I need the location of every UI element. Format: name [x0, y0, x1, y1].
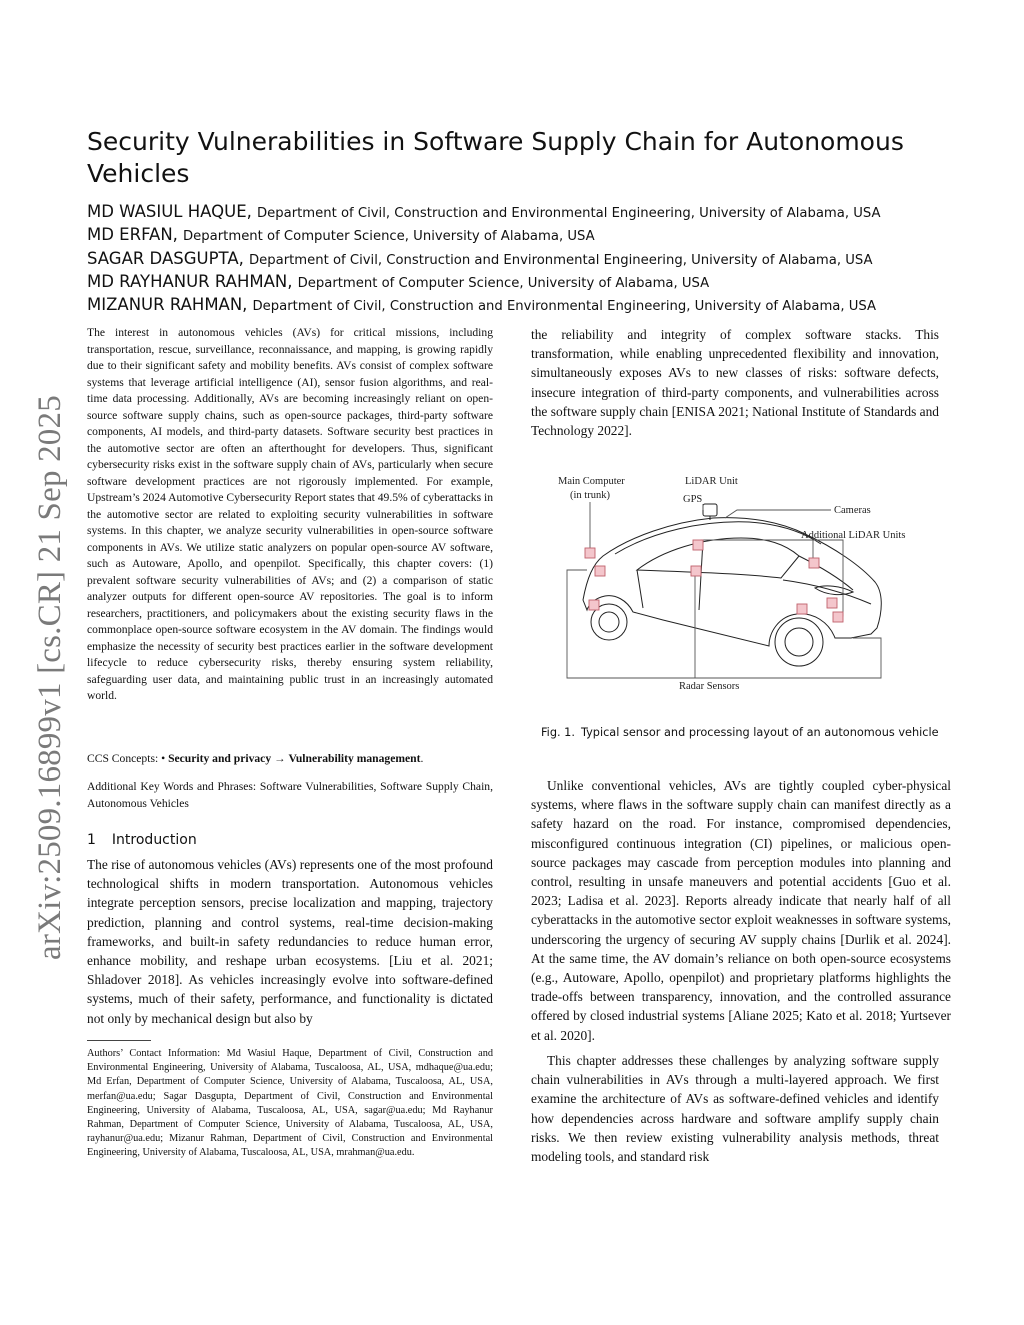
sensor-side-camera	[691, 566, 701, 576]
figure-label: Fig. 1.	[541, 726, 575, 739]
author-affiliation: Department of Computer Science, University of Alabama, USA	[297, 275, 710, 291]
label-radar-sensors: Radar Sensors	[679, 681, 740, 692]
label-additional-lidar: Additional LiDAR Units	[801, 530, 906, 541]
footnote-rule	[87, 1040, 151, 1041]
author-affiliation: Department of Civil, Construction and Environmental Engineering, University of Alabama, USA	[256, 206, 881, 221]
abstract: The interest in autonomous vehicles (AVs) for critical missions, including transportation, rescue, surveillance, reconnaissance, and mapping, is growing rapidly due to their significant safety and mobility benefits. AVs consist of complex software systems that leverage artificial intelligence (AI), sensor fusion algorithms, and real-time data processing. Additionally, AVs are becoming increasingly reliant on open-source software supply chains, such as open-source packages, third-party software components, AI models, and third-party datasets. Software security best practices in the automotive sector are often an afterthought for developers. Thus, significant cybersecurity risks exist in the software supply chain of AVs, particularly when secure software development practices are not rigorously implemented. For example, Upstream’s 2024 Automotive Cybersecurity Report states that 49.5% of cyberattacks in the automotive sector are related to exploiting security vulnerabilities in software systems. In this chapter, we analyze security vulnerabilities in open-source software components in AVs. We utilize static analyzers on popular open-source AV software, such as Autoware, Apollo, and openpilot. Specifically, this chapter covers: (1) prevalent software security vulnerabilities of AVs; and (2) a comparison of static analyzer outputs for different open-source AV repositories. The goal is to inform researchers, practitioners, and policymakers about the existing security flaws in the commonplace open-source software ecosystem in the AV domain. The findings would emphasize the necessity of security best practices earlier in the software development lifecycle to reduce cybersecurity risks, thereby ensuring system reliability, safeguarding user data, and maintaining public trust in an increasingly automated world.	[87, 326, 494, 702]
keywords: Additional Key Words and Phrases: Software Vulnerabilities, Software Supply Chain, Autonomous Vehicles	[87, 780, 493, 810]
sensor-rear-radar	[595, 566, 605, 576]
author-affiliation: Department of Civil, Construction and Environmental Engineering, University of Alabama, USA	[252, 299, 877, 315]
author-entry	[87, 200, 967, 223]
label-cameras: Cameras	[834, 505, 871, 516]
author-name: MD ERFAN,	[87, 225, 178, 245]
sensor-front-lidar	[809, 558, 819, 568]
author-name: MD WASIUL HAQUE,	[87, 202, 252, 221]
ccs-bullet: •	[161, 752, 166, 765]
author-name: MD RAYHANUR RAHMAN,	[87, 271, 293, 291]
rear-wheel-hub	[599, 612, 619, 632]
car-windshield-line	[799, 556, 853, 590]
label-gps: GPS	[683, 494, 703, 505]
sensor-markers	[585, 540, 843, 622]
figure-caption	[541, 726, 941, 739]
front-wheel-hub	[785, 628, 813, 656]
intro-paragraph-1-continued: the reliability and integrity of complex software stacks. This transformation, while enabling unprecedented flexibility and innovation, simultaneously exposes AVs to new classes of risks: software defects, insecure integration of third-party components, and vulnerabilities across the software supply chain [ENISA 2021; National Institute of Standards and Technology 2022].	[531, 327, 939, 439]
author-affiliation: Department of Civil, Construction and Environmental Engineering, University of Alabama, USA	[248, 252, 873, 268]
ccs-concept: Security and privacy	[168, 752, 272, 765]
vehicle-sensor-diagram	[553, 470, 925, 698]
author-entry	[87, 223, 967, 246]
front-wheel	[775, 618, 823, 666]
intro-paragraph-3: This chapter addresses these challenges by analyzing software supply chain vulnerabilities in AVs through a multi-layered approach. We first examine the architecture of AVs as software-defined vehicles and identify how dependencies across hardware and software amplify supply chain risks. We then review existing vulnerability analysis methods, threat modeling tools, and standard risk	[531, 1053, 939, 1165]
intro-paragraph-1: The rise of autonomous vehicles (AVs) represents one of the most profound technological shifts in modern transportation. Autonomous vehicles integrate perception sensors, precise localization and mapping, trajectory prediction, planning and control systems, real-time decision-making frameworks, and built-in safety redundancies to reduce human error, enhance mobility, and reshape urban ecosystems. [Liu et al. 2021; Shladover 2018]. As vehicles increasingly evolve into software-defined systems, much of their safety, performance, and functionality is dictated not only by mechanical design but also by	[87, 857, 493, 1026]
sensor-wheel-radar	[797, 604, 807, 614]
paper-title: Security Vulnerabilities in Software Supply Chain for Autonomous Vehicles	[87, 127, 904, 188]
intro-paragraph-2: Unlike conventional vehicles, AVs are tightly coupled cyber-physical systems, where flaws in the software supply chain can manifest directly as a safety hazard on the road. For instance, compromised dependencies, misconfigured continuous integration (CI) pipelines, or malicious open-source packages may cascade from perception modules into planning and control, resulting in unsafe maneuvers and potential accidents [Guo et al. 2023; Ladisa et al. 2023]. Reports already indicate that nearly half of all cyberattacks in the automotive sector exploit weaknesses in software systems, underscoring the urgency of securing AV supply chains [Durlik et al. 2024]. At the same time, the AV domain’s reliance on both open-source ecosystems (e.g., Autoware, Apollo, openpilot) and proprietary platforms highlights the trade-offs between transparency, innovation, and the controlled assurance offered by closed industrial systems [Aliane 2025; Kato et al. 2018; Yurtsever et al. 2020].	[531, 778, 951, 1043]
ccs-concepts	[87, 751, 493, 767]
lidar-units-callout	[701, 540, 815, 562]
sensor-bumper-radar	[833, 612, 843, 622]
author-name: SAGAR DASGUPTA,	[87, 248, 244, 268]
sensor-main-computer	[585, 548, 595, 558]
ccs-subconcept: Vulnerability management	[288, 752, 421, 765]
lidar-housing	[703, 504, 717, 516]
author-contact-footnote: Authors’ Contact Information: Md Wasiul Haque, Department of Civil, Construction and Environmental Engineering, University of Alabama, Tuscaloosa, AL, USA, mdhaque@ua.edu; Md Erfan, Department of Computer Science, University of Alabama, Tuscaloosa, AL, USA, merfan@ua.edu; Sagar Dasgupta, Department of Civil, Construction and Environmental Engineering, University of Alabama, Tuscaloosa, AL, USA, sagar@ua.edu; Md Rayhanur Rahman, Department of Computer Science, University of Alabama, Tuscaloosa, AL, USA, rayhanur@ua.edu; Mizanur Rahman, Department of Civil, Construction and Environmental Engineering, University of Alabama, Tuscaloosa, AL, USA, mrahman@ua.edu.	[87, 1048, 493, 1159]
callout-lines	[567, 502, 881, 678]
ccs-arrow: →	[274, 752, 286, 765]
author-entry	[87, 293, 967, 316]
author-list	[87, 200, 967, 316]
section-heading-introduction	[87, 832, 197, 848]
author-entry	[87, 247, 967, 270]
figure-1	[553, 470, 925, 698]
label-main-computer-trunk: (in trunk)	[570, 490, 610, 501]
author-name: MIZANUR RAHMAN,	[87, 295, 248, 315]
section-number: 1	[87, 832, 96, 848]
sensor-rear-wheel	[589, 600, 599, 610]
ccs-label: CCS Concepts:	[87, 752, 159, 765]
author-entry	[87, 270, 967, 293]
cameras-callout	[725, 510, 831, 518]
ccs-end: .	[420, 752, 424, 765]
car-window-line	[637, 538, 799, 578]
figure-caption-text: Typical sensor and processing layout of an autonomous vehicle	[580, 726, 939, 739]
sensor-mirror-camera	[693, 540, 703, 550]
arxiv-identifier-stamp: arXiv:2509.16899v1 [cs.CR] 21 Sep 2025	[32, 395, 68, 960]
label-main-computer: Main Computer	[558, 476, 625, 487]
label-lidar-unit: LiDAR Unit	[685, 476, 738, 487]
author-affiliation: Department of Computer Science, University of Alabama, USA	[183, 229, 595, 245]
sensor-front-radar	[827, 598, 837, 608]
section-title: Introduction	[111, 832, 197, 848]
car-illustration	[583, 504, 881, 666]
